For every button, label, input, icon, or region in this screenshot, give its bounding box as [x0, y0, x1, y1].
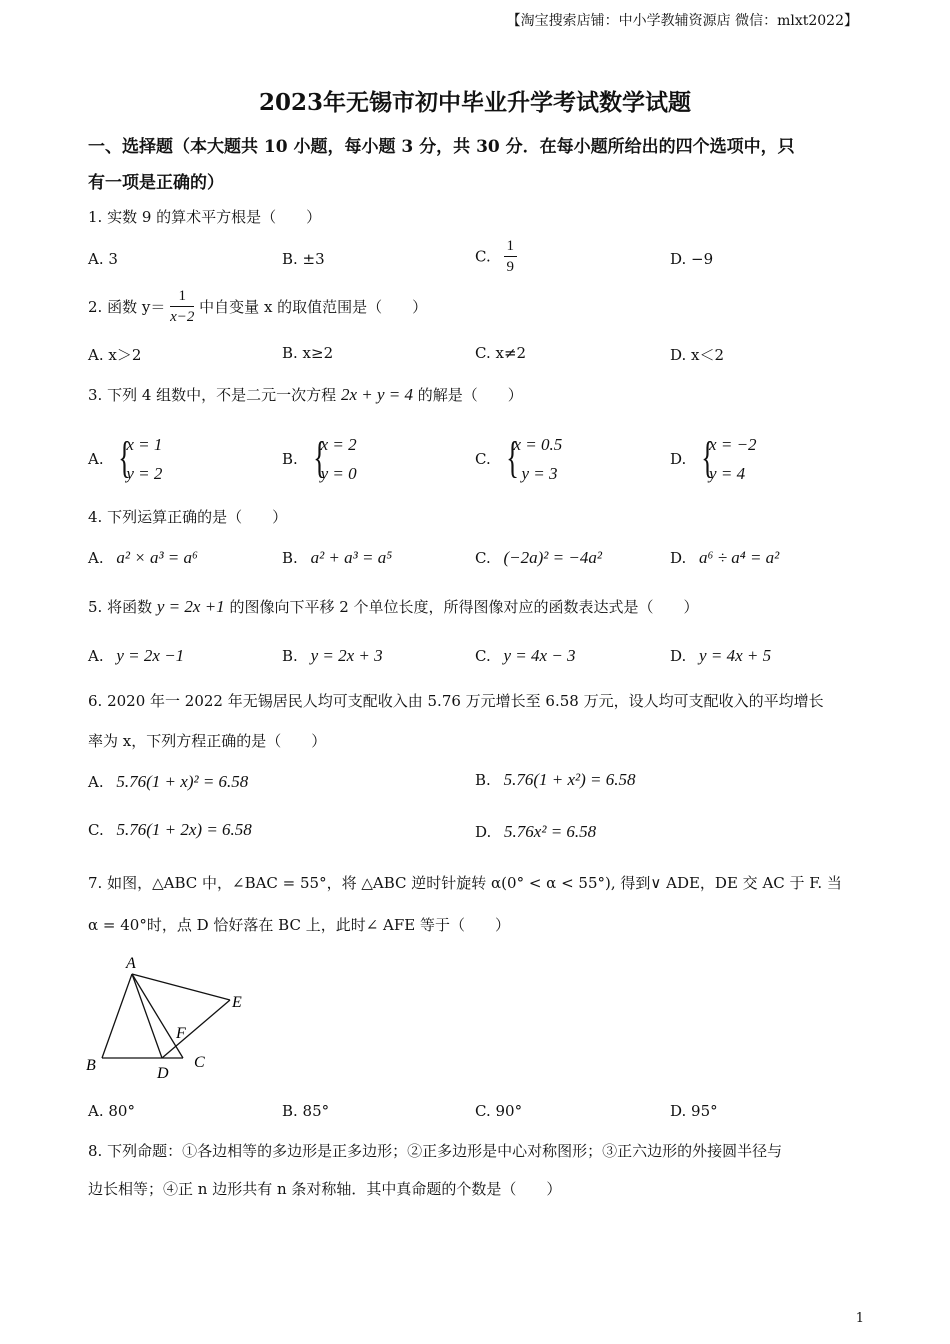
q5-option-d — [670, 646, 771, 666]
q4-option-c-label: C. — [475, 549, 491, 567]
segment-ab — [102, 974, 132, 1058]
q6-option-c — [88, 820, 252, 840]
q6-option-c-label: C. — [88, 821, 104, 839]
q3-option-d-system — [699, 430, 757, 488]
q2-stem-post: 中自变量 x 的取值范围是（ ） — [199, 298, 428, 316]
q3-stem — [88, 384, 523, 405]
q5-stem — [88, 596, 699, 617]
q7-option-b: B. 85° — [282, 1102, 330, 1120]
label-point-e: E — [232, 994, 242, 1011]
q2-stem — [88, 286, 427, 327]
q6-option-d-label: D. — [475, 823, 492, 841]
q5-option-d-label: D. — [670, 647, 687, 665]
q1-option-b: B. ±3 — [282, 250, 325, 268]
q5-option-b-label: B. — [282, 647, 298, 665]
q6-option-a-expr: 5.76(1 + x)² = 6.58 — [116, 772, 249, 791]
q2-denominator: x−2 — [170, 309, 195, 325]
q4-option-d-label: D. — [670, 549, 687, 567]
q3-option-c-system — [504, 430, 563, 488]
q6-option-c-expr: 5.76(1 + 2x) = 6.58 — [116, 820, 252, 839]
q3-c-line1: x = 0.5 — [513, 435, 563, 454]
q3-a-line2: y = 2 — [126, 464, 163, 483]
q3-option-a-system — [116, 430, 162, 488]
q3-c-line2: y = 3 — [521, 464, 558, 483]
page-title: 2023年无锡市初中毕业升学考试数学试题 — [258, 89, 691, 116]
q3-stem-pre: 3. 下列 4 组数中，不是二元一次方程 — [88, 386, 337, 404]
q3-b-line1: x = 2 — [320, 435, 357, 454]
brace-icon: { — [505, 433, 519, 482]
label-point-b: B — [86, 1057, 96, 1074]
q6-option-b — [475, 770, 636, 790]
page-number: 1 — [855, 1311, 864, 1326]
q3-d-line1: x = −2 — [709, 435, 757, 454]
q1-option-d: D. −9 — [670, 250, 714, 268]
q4-option-b — [282, 548, 392, 568]
q5-stem-pre: 5. 将函数 — [88, 598, 153, 616]
q6-option-a — [88, 772, 248, 792]
segment-ae — [132, 974, 230, 1000]
q2-option-a: A. x＞2 — [88, 346, 142, 364]
q5-option-b-expr: y = 2x + 3 — [310, 646, 383, 665]
q5-option-a — [88, 646, 184, 666]
q2-option-b: B. x≥2 — [282, 344, 334, 362]
q1-option-c-label: C. — [475, 247, 491, 266]
q6-option-b-label: B. — [475, 771, 491, 789]
q5-option-b — [282, 646, 383, 666]
q3-option-b — [282, 430, 357, 488]
q5-option-a-expr: y = 2x −1 — [116, 646, 185, 665]
q1-option-a: A. 3 — [88, 250, 118, 268]
q7-option-a: A. 80° — [88, 1102, 135, 1120]
q2-stem-pre: 2. 函数 y＝ — [88, 298, 166, 316]
q3-option-d-label: D. — [670, 450, 687, 468]
q1-option-c — [475, 236, 517, 277]
q1-option-c-fraction — [504, 236, 518, 277]
q3-b-line2: y = 0 — [320, 464, 357, 483]
q5-option-c-label: C. — [475, 647, 491, 665]
q3-option-d — [670, 430, 757, 488]
header-note: 【淘宝搜索店铺：中小学教辅资源店 微信：mlxt2022】 — [506, 13, 858, 29]
q5-option-a-label: A. — [88, 647, 104, 665]
q3-option-a — [88, 430, 162, 488]
q3-stem-post: 的解是（ ） — [417, 386, 523, 404]
q2-numerator: 1 — [170, 286, 194, 307]
q4-option-a — [88, 548, 198, 568]
q7-stem-line1: 7. 如图，△ABC 中，∠BAC = 55°，将 △ABC 逆时针旋转 α(0° < α < 55°), 得到∨ ADE，DE 交 AC 于 F. 当 — [88, 874, 842, 892]
q3-d-line2: y = 4 — [709, 464, 746, 483]
q3-option-a-label: A. — [88, 450, 104, 468]
q6-stem-line1: 6. 2020 年一 2022 年无锡居民人均可支配收入由 5.76 万元增长至 6.58 万元，设人均可支配收入的平均增长 — [88, 692, 824, 710]
q4-option-d-expr: a⁶ ÷ a⁴ = a² — [699, 548, 780, 567]
q3-option-b-label: B. — [282, 450, 298, 468]
q6-option-d — [475, 822, 596, 842]
q2-option-c: C. x≠2 — [475, 344, 527, 362]
q1-stem: 1. 实数 9 的算术平方根是（ ） — [88, 208, 322, 226]
q4-option-a-label: A. — [88, 549, 104, 567]
q3-option-c-label: C. — [475, 450, 491, 468]
q8-stem-line1: 8. 下列命题：①各边相等的多边形是正多边形；②正多边形是中心对称图形；③正六边形的外接圆半径与 — [88, 1142, 783, 1160]
q2-fraction — [170, 286, 194, 327]
q4-option-c — [475, 548, 602, 568]
q4-option-b-expr: a² + a³ = a⁵ — [310, 548, 393, 567]
q5-stem-post: 的图像向下平移 2 个单位长度，所得图像对应的函数表达式是（ ） — [229, 598, 699, 616]
q4-option-d — [670, 548, 779, 568]
q7-stem-line2: α = 40°时，点 D 恰好落在 BC 上，此时∠ AFE 等于（ ） — [88, 916, 510, 934]
brace-icon: { — [118, 433, 132, 482]
q3-option-b-system — [311, 430, 357, 488]
q3-stem-equation: 2x + y = 4 — [340, 385, 413, 404]
q5-option-c — [475, 646, 576, 666]
q7-option-d: D. 95° — [670, 1102, 718, 1120]
q6-option-a-label: A. — [88, 773, 104, 791]
q6-option-b-expr: 5.76(1 + x²) = 6.58 — [503, 770, 636, 789]
q6-option-d-expr: 5.76x² = 6.58 — [504, 822, 597, 841]
label-point-d: D — [157, 1065, 169, 1082]
brace-icon: { — [312, 433, 326, 482]
q1-c-denominator: 9 — [506, 259, 514, 275]
section-heading-line2: 有一项是正确的） — [88, 173, 224, 193]
section-heading-line1: 一、选择题（本大题共 10 小题，每小题 3 分，共 30 分．在每小题所给出的四个选项中，只 — [88, 137, 795, 157]
q3-a-line1: x = 1 — [126, 435, 163, 454]
q5-option-d-expr: y = 4x + 5 — [699, 646, 772, 665]
q4-stem: 4. 下列运算正确的是（ ） — [88, 508, 288, 526]
q3-option-c — [475, 430, 562, 488]
label-point-a: A — [126, 955, 136, 972]
q8-stem-line2: 边长相等；④正 n 边形共有 n 条对称轴．其中真命题的个数是（ ） — [88, 1180, 562, 1198]
q6-stem-line2: 率为 x，下列方程正确的是（ ） — [88, 732, 327, 750]
brace-icon: { — [701, 433, 714, 482]
label-point-c: C — [194, 1054, 205, 1071]
q4-option-b-label: B. — [282, 549, 298, 567]
q4-option-a-expr: a² × a³ = a⁶ — [116, 548, 198, 567]
q1-c-numerator: 1 — [504, 236, 518, 257]
q5-option-c-expr: y = 4x − 3 — [503, 646, 576, 665]
q2-option-d: D. x＜2 — [670, 346, 725, 364]
label-point-f: F — [176, 1025, 186, 1042]
q7-option-c: C. 90° — [475, 1102, 523, 1120]
q7-triangle-figure — [80, 950, 270, 1085]
segment-de — [162, 1000, 230, 1058]
q4-option-c-expr: (−2a)² = −4a² — [503, 548, 602, 567]
q5-stem-equation: y = 2x +1 — [156, 597, 225, 616]
